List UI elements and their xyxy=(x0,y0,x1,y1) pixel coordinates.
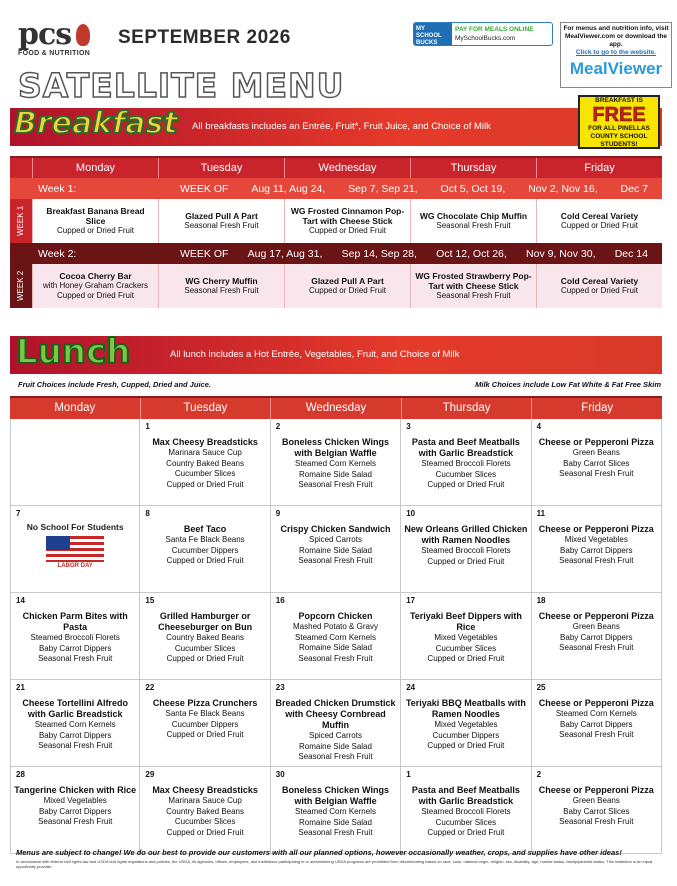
lunch-side: Steamed Corn Kernels xyxy=(555,709,637,718)
lunch-side: Romaine Side Salad xyxy=(299,643,372,652)
breakfast-heading: Breakfast xyxy=(14,106,178,141)
lunch-day-cell xyxy=(10,767,140,854)
breakfast-item: Glazed Pull A Part Cupped or Dried Fruit xyxy=(284,264,410,308)
lunch-side: Seasonal Fresh Fruit xyxy=(298,828,373,837)
lunch-side: Green Beans xyxy=(572,622,620,631)
lunch-side: Baby Carrot Dippers xyxy=(560,632,633,642)
day-number: 3 xyxy=(406,422,411,431)
lunch-side: Seasonal Fresh Fruit xyxy=(559,556,634,565)
lunch-side: Seasonal Fresh Fruit xyxy=(559,730,634,739)
badge-top-text: BREAKFAST IS xyxy=(595,97,643,104)
lunch-side: Cupped or Dried Fruit xyxy=(166,479,244,489)
week1-date: Dec 7 xyxy=(620,182,648,195)
lunch-side: Seasonal Fresh Fruit xyxy=(38,654,113,663)
breakfast-item: Cold Cereal Variety Cupped or Dried Fruit xyxy=(536,199,662,243)
breakfast-item: Breakfast Banana Bread Slice Cupped or Dried Fruit xyxy=(32,199,158,243)
lunch-side: Green Beans xyxy=(572,796,620,805)
lunch-entree: Crispy Chicken Sandwich xyxy=(280,524,391,534)
lunch-day-cell xyxy=(271,419,401,506)
lunch-calendar-grid xyxy=(10,419,662,854)
lunch-side: Seasonal Fresh Fruit xyxy=(559,817,634,826)
lunch-day-cell xyxy=(140,680,270,767)
day-number: 1 xyxy=(406,770,411,779)
week1-meals-row xyxy=(10,199,662,243)
lunch-entree: Cheese or Pepperoni Pizza xyxy=(538,785,654,795)
milk-choices-note: Milk Choices include Low Fat White & Fat Free Skim xyxy=(475,380,661,389)
day-tuesday: Tuesday xyxy=(140,398,271,419)
lunch-entree: Cheese Pizza Crunchers xyxy=(152,698,258,708)
lunch-entree: Pasta and Beef Meatballs with Garlic Breadstick xyxy=(411,437,520,458)
lunch-entree: Chicken Parm Bites with Pasta xyxy=(22,611,128,632)
lunch-side: Santa Fe Black Beans xyxy=(165,535,245,544)
lunch-side: Green Beans xyxy=(572,448,620,457)
lunch-side: Seasonal Fresh Fruit xyxy=(559,643,634,652)
mealviewer-box xyxy=(560,22,672,88)
lunch-side: Cucumber Slices xyxy=(435,469,497,479)
lunch-day-cell xyxy=(140,767,270,854)
week1-dates-row xyxy=(10,178,662,199)
lunch-side: Seasonal Fresh Fruit xyxy=(298,653,373,663)
lunch-side: Cucumber Dippers xyxy=(171,719,239,729)
week2-meals-row xyxy=(10,264,662,308)
lunch-side: Seasonal Fresh Fruit xyxy=(298,556,373,565)
day-number: 15 xyxy=(145,596,155,605)
week2-date: Nov 9, Nov 30, xyxy=(526,247,596,260)
lunch-side: Steamed Corn Kernels xyxy=(34,720,116,729)
lunch-side: Seasonal Fresh Fruit xyxy=(38,817,113,826)
lunch-side: Cupped or Dried Fruit xyxy=(427,654,505,663)
pay-online-text: PAY FOR MEALS ONLINE xyxy=(455,26,534,33)
lunch-side: Cupped or Dried Fruit xyxy=(166,654,244,663)
lunch-entree: Breaded Chicken Drumstick with Cheesy Cornbread Muffin xyxy=(275,698,396,730)
lunch-side: Steamed Broccoli Florets xyxy=(30,633,120,642)
lunch-entree: Cheese Tortellini Alfredo with Garlic Breadstick xyxy=(22,698,128,719)
myschoolbucks-banner[interactable] xyxy=(413,22,553,46)
lunch-side: Country Baked Beans xyxy=(166,458,244,468)
lunch-entree: Grilled Hamburger or Cheeseburger on Bun xyxy=(158,611,253,632)
lunch-day-cell xyxy=(271,767,401,854)
breakfast-item: Cold Cereal Variety Cupped or Dried Fruit xyxy=(536,264,662,308)
lunch-side: Seasonal Fresh Fruit xyxy=(298,480,373,489)
day-number: 29 xyxy=(145,770,155,779)
lunch-day-cell xyxy=(140,506,270,593)
breakfast-table xyxy=(10,156,662,308)
week2-dates-row xyxy=(10,243,662,264)
lunch-side: Romaine Side Salad xyxy=(299,741,372,751)
lunch-side: Cucumber Slices xyxy=(435,643,497,653)
lunch-day-cell xyxy=(140,593,270,680)
lunch-side: Steamed Broccoli Florets xyxy=(421,807,511,816)
lunch-side: Cupped or Dried Fruit xyxy=(427,556,505,566)
lunch-day-cell xyxy=(401,419,531,506)
badge-bottom-text: FOR ALL PINELLAS COUNTY SCHOOL STUDENTS! xyxy=(588,125,650,148)
day-number: 11 xyxy=(536,509,546,518)
free-breakfast-badge xyxy=(578,95,660,149)
lunch-side: Baby Carrot Slices xyxy=(563,806,630,816)
lunch-day-cell xyxy=(10,506,140,593)
lunch-entree: Max Cheesy Breadsticks xyxy=(152,785,258,795)
lunch-day-cell xyxy=(10,419,140,506)
lunch-side: Mashed Potato & Gravy xyxy=(293,622,378,631)
lunch-side: Seasonal Fresh Fruit xyxy=(38,741,113,750)
day-number: 16 xyxy=(275,596,285,605)
lunch-side: Romaine Side Salad xyxy=(299,817,372,827)
lunch-side: Cupped or Dried Fruit xyxy=(427,741,505,750)
lunch-day-cell xyxy=(532,767,662,854)
logo-subtitle: FOOD & NUTRITION xyxy=(18,50,91,57)
lunch-entree: Boneless Chicken Wings with Belgian Waffle xyxy=(282,437,389,458)
no-school-text: No School For Students xyxy=(26,522,124,532)
nondiscrimination-statement: In accordance with federal civil rights law and USDA civil rights regulations and policies, the USDA, its agencies, offices, employees, and institutions participating in or administering USDA programs are prohibited from discriminating based on race, color, national origin, religion, sex, disability, age, marital status, family/parental status. This institution is an equal opportunity provider. xyxy=(16,859,653,869)
day-thursday: Thursday xyxy=(410,158,536,178)
mealviewer-info: For menus and nutrition info, visit MealViewer.com or download the app. xyxy=(563,25,669,48)
day-monday: Monday xyxy=(54,402,96,414)
myschoolbucks-logo: MY SCHOOL BUCKS xyxy=(414,23,452,45)
mealviewer-logo[interactable]: MealViewer xyxy=(569,59,663,78)
lunch-side: Steamed Broccoli Florets xyxy=(421,459,511,468)
lunch-side: Seasonal Fresh Fruit xyxy=(559,469,634,478)
lunch-side: Santa Fe Black Beans xyxy=(165,709,245,718)
lunch-day-cell xyxy=(271,506,401,593)
lunch-day-cell xyxy=(532,680,662,767)
lunch-entree: Max Cheesy Breadsticks xyxy=(152,437,258,447)
lunch-banner xyxy=(10,332,662,374)
lunch-side: Mixed Vegetables xyxy=(434,720,498,729)
breakfast-item: WG Frosted Strawberry Pop-Tart with Cheese Stick Seasonal Fresh Fruit xyxy=(410,264,536,308)
lunch-entree: Pasta and Beef Meatballs with Garlic Breadstick xyxy=(411,785,520,806)
lunch-side: Baby Carrot Dippers xyxy=(38,730,112,740)
day-number: 8 xyxy=(145,509,150,518)
day-tuesday: Tuesday xyxy=(158,158,284,178)
lunch-side: Steamed Broccoli Florets xyxy=(421,546,511,555)
myschoolbucks-url[interactable]: MySchoolBucks.com xyxy=(455,35,516,42)
lunch-side: Baby Carrot Dippers xyxy=(38,643,112,653)
month-title: SEPTEMBER 2026 xyxy=(118,27,291,48)
week2-side-label: WEEK 2 xyxy=(10,264,32,308)
day-number: 18 xyxy=(536,596,546,605)
lunch-side: Cucumber Slices xyxy=(174,643,236,653)
pcs-logo xyxy=(18,17,113,62)
us-flag-icon xyxy=(46,536,104,562)
lunch-side: Cupped or Dried Fruit xyxy=(166,730,244,739)
lunch-side: Mixed Vegetables xyxy=(434,633,498,642)
day-number: 30 xyxy=(275,770,285,779)
day-number: 22 xyxy=(145,683,155,692)
lunch-entree: Cheese or Pepperoni Pizza xyxy=(538,524,654,534)
lunch-entree: New Orleans Grilled Chicken with Ramen Noodles xyxy=(404,524,528,545)
menu-change-notice: Menus are subject to change! We do our best to provide our customers with all our planned options, however occasionally weather, crops, and supplies have other ideas! xyxy=(16,848,622,857)
lunch-entree: Cheese or Pepperoni Pizza xyxy=(538,611,654,621)
lunch-entree: Cheese or Pepperoni Pizza xyxy=(538,437,654,447)
lunch-day-header xyxy=(10,396,662,419)
day-friday: Friday xyxy=(536,158,662,178)
day-number: 10 xyxy=(406,509,416,518)
day-number: 2 xyxy=(536,770,542,779)
week2-date: Dec 14 xyxy=(614,247,648,260)
lunch-side: Cupped or Dried Fruit xyxy=(166,827,244,837)
lunch-day-cell xyxy=(532,506,662,593)
day-number: 4 xyxy=(536,422,542,431)
week-of-label: WEEK OF xyxy=(180,247,229,260)
week1-date: Oct 5, Oct 19, xyxy=(440,182,506,195)
lunch-entree: Boneless Chicken Wings with Belgian Waffle xyxy=(282,785,389,806)
day-thursday: Thursday xyxy=(401,398,532,419)
lunch-day-cell xyxy=(401,506,531,593)
day-number: 21 xyxy=(16,683,25,692)
lunch-side: Steamed Corn Kernels xyxy=(295,459,376,468)
lunch-day-cell xyxy=(401,680,531,767)
lunch-side: Spiced Carrots xyxy=(309,535,362,544)
lunch-day-cell xyxy=(271,593,401,680)
day-number: 9 xyxy=(275,509,281,518)
week1-date: Aug 11, Aug 24, xyxy=(251,182,326,195)
breakfast-item: WG Chocolate Chip Muffin Seasonal Fresh Fruit xyxy=(410,199,536,243)
lunch-note: All lunch includes a Hot Entrée, Vegetables, Fruit, and Choice of Milk xyxy=(170,349,460,360)
lunch-side: Steamed Corn Kernels xyxy=(295,632,376,642)
breakfast-item: WG Frosted Cinnamon Pop-Tart with Cheese Stick Cupped or Dried Fruit xyxy=(284,199,410,243)
lunch-side: Cupped or Dried Fruit xyxy=(166,556,244,565)
breakfast-day-header xyxy=(10,156,662,178)
holiday-label: LABOR DAY xyxy=(57,563,93,569)
lunch-entree: Teriyaki Beef Dippers with Rice xyxy=(409,611,522,632)
lunch-side: Cucumber Slices xyxy=(174,469,236,478)
lunch-side: Mixed Vegetables xyxy=(43,796,107,805)
mealviewer-link[interactable]: Click to go to the website. xyxy=(575,49,657,56)
week1-side-label: WEEK 1 xyxy=(10,199,32,243)
day-number: 1 xyxy=(145,422,150,431)
day-number: 14 xyxy=(16,596,25,605)
lunch-side: Baby Carrot Slices xyxy=(563,458,630,468)
leaf-icon xyxy=(76,24,90,46)
lunch-side: Romaine Side Salad xyxy=(299,545,372,555)
breakfast-item: WG Cherry Muffin Seasonal Fresh Fruit xyxy=(158,264,284,308)
lunch-entree: Cheese or Pepperoni Pizza xyxy=(538,698,654,708)
lunch-day-cell xyxy=(271,680,401,767)
lunch-entree: Teriyaki BBQ Meatballs with Ramen Noodles xyxy=(405,698,526,719)
lunch-side: Cupped or Dried Fruit xyxy=(427,828,505,837)
badge-free-text: FREE xyxy=(592,104,646,126)
lunch-side: Seasonal Fresh Fruit xyxy=(298,752,373,761)
lunch-side: Marinara Sauce Cup xyxy=(168,448,242,457)
lunch-side: Country Baked Beans xyxy=(166,633,244,642)
day-monday: Monday xyxy=(32,158,158,178)
lunch-side: Spiced Carrots xyxy=(309,731,362,740)
lunch-day-cell xyxy=(401,593,531,680)
lunch-side: Romaine Side Salad xyxy=(299,469,372,479)
day-wednesday: Wednesday xyxy=(270,398,401,419)
week1-date: Sep 7, Sep 21, xyxy=(348,182,418,195)
menu-title: SATELLITE MENU xyxy=(18,66,345,105)
lunch-side: Cupped or Dried Fruit xyxy=(427,480,505,489)
lunch-side: Steamed Corn Kernels xyxy=(295,807,376,816)
lunch-day-cell xyxy=(401,767,531,854)
week-of-label: WEEK OF xyxy=(180,182,229,195)
breakfast-banner xyxy=(10,108,662,146)
lunch-side: Cucumber Slices xyxy=(435,817,497,827)
day-number: 23 xyxy=(275,683,285,692)
lunch-side: Marinara Sauce Cup xyxy=(168,796,242,805)
breakfast-note: All breakfasts includes an Entrée, Fruit*, Fruit Juice, and Choice of Milk xyxy=(192,121,491,132)
week2-date: Sep 14, Sep 28, xyxy=(341,247,417,260)
lunch-day-cell xyxy=(10,680,140,767)
day-number: 28 xyxy=(16,770,25,779)
breakfast-item: Glazed Pull A Part Seasonal Fresh Fruit xyxy=(158,199,284,243)
lunch-heading: Lunch xyxy=(16,332,131,372)
lunch-entree: Beef Taco xyxy=(183,524,227,534)
lunch-entree: Tangerine Chicken with Rice xyxy=(14,785,137,795)
lunch-day-cell xyxy=(532,593,662,680)
breakfast-item: Cocoa Cherry Bar with Honey Graham Crackers Cupped or Dried Fruit xyxy=(32,264,158,308)
day-wednesday: Wednesday xyxy=(284,158,410,178)
day-number: 7 xyxy=(16,509,21,518)
week1-date: Nov 2, Nov 16, xyxy=(528,182,598,195)
lunch-side: Baby Carrot Dippers xyxy=(560,719,633,729)
day-number: 2 xyxy=(275,422,281,431)
lunch-side: Baby Carrot Dippers xyxy=(560,545,633,555)
week2-date: Aug 17, Aug 31, xyxy=(247,247,323,260)
lunch-side: Baby Carrot Dippers xyxy=(38,806,112,816)
lunch-side: Cucumber Slices xyxy=(174,817,236,826)
day-number: 25 xyxy=(536,683,546,692)
lunch-side: Mixed Vegetables xyxy=(564,535,628,544)
fruit-choices-note: Fruit Choices include Fresh, Cupped, Dried and Juice. xyxy=(18,380,211,389)
week2-date: Oct 12, Oct 26, xyxy=(436,247,507,260)
day-friday: Friday xyxy=(531,398,662,419)
day-number: 24 xyxy=(406,683,416,692)
day-number: 17 xyxy=(406,596,416,605)
week1-label: Week 1: xyxy=(38,182,77,195)
lunch-day-cell xyxy=(140,419,270,506)
lunch-day-cell xyxy=(532,419,662,506)
lunch-entree: Popcorn Chicken xyxy=(298,611,373,621)
lunch-day-cell xyxy=(10,593,140,680)
logo-text: pcs xyxy=(18,17,72,52)
lunch-side: Country Baked Beans xyxy=(166,806,244,816)
lunch-side: Cucumber Dippers xyxy=(432,730,500,740)
lunch-side: Cucumber Dippers xyxy=(171,545,239,555)
week2-label: Week 2: xyxy=(38,247,77,260)
